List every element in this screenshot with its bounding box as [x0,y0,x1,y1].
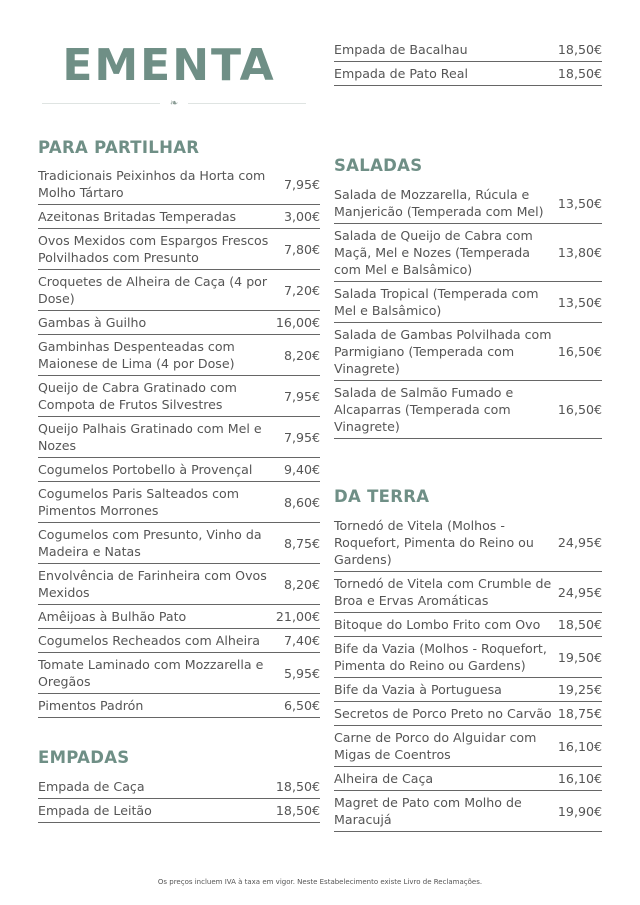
item-price: 5,95€ [283,665,320,681]
menu-item [38,799,320,823]
leaf-icon: ❧ [169,97,179,109]
menu-item [334,38,602,62]
item-price: 24,95€ [557,535,602,550]
item-name: Magret de Pato com Molho de Maracujá [334,795,522,827]
item-name: Gambas à Guilho [38,315,147,330]
menu-item [334,678,602,702]
menu-item [334,702,602,726]
footer-note: Os preços incluem IVA à taxa em vigor. Neste Estabelecimento existe Livro de Reclamações. [157,878,483,886]
item-name: Envolvência de Farinheira com Ovos Mexidos [38,568,267,600]
item-name: Alheira de Caça [334,771,434,786]
item-name: Empada de Leitão [38,803,152,818]
list-saladas [334,183,602,439]
item-name: Tornedó de Vitela com Crumble de Broa e Ervas Aromáticas [334,576,552,608]
item-name: Empada de Caça [38,779,145,794]
right-column [334,38,602,832]
item-price: 13,50€ [557,195,602,211]
menu-item [38,376,320,417]
menu-item [38,311,320,335]
menu-item [334,572,602,613]
list-partilhar [38,164,320,718]
list-empadas [38,775,320,823]
item-name: Salada de Queijo de Cabra com Maçã, Mel e Nozes (Temperada com Mel e Balsâmico) [334,228,533,277]
menu-item [334,381,602,439]
menu-item [38,605,320,629]
item-price: 7,40€ [283,633,320,648]
item-price: 8,20€ [283,347,320,363]
item-name: Queijo Palhais Gratinado com Mel e Nozes [38,421,262,453]
item-price: 8,75€ [283,535,320,551]
menu-item [38,164,320,205]
item-price: 18,50€ [275,779,320,794]
item-name: Ovos Mexidos com Espargos Frescos Polvilhados com Presunto [38,233,269,265]
menu-item [334,767,602,791]
menu-item [334,791,602,832]
menu-item [38,694,320,718]
item-name: Empada de Bacalhau [334,42,468,57]
item-price: 16,50€ [557,344,602,359]
item-price: 7,80€ [283,241,320,257]
item-name: Bife da Vazia (Molhos - Roquefort, Pimenta do Reino ou Gardens) [334,641,547,673]
item-price: 19,50€ [557,649,602,665]
item-price: 16,10€ [557,771,602,786]
item-name: Croquetes de Alheira de Caça (4 por Dose) [38,274,268,306]
item-name: Carne de Porco do Alguidar com Migas de Coentros [334,730,537,762]
item-price: 18,50€ [275,803,320,818]
item-name: Empada de Pato Real [334,66,468,81]
item-price: 13,50€ [557,294,602,310]
item-price: 16,10€ [557,738,602,754]
menu-title: EMENTA [62,40,276,91]
menu-item [334,514,602,572]
menu-item [38,335,320,376]
section-title-empadas: EMPADAS [38,748,130,767]
item-name: Gambinhas Despenteadas com Maionese de Lima (4 por Dose) [38,339,235,371]
menu-item [38,629,320,653]
menu-item [334,637,602,678]
item-name: Bitoque do Lombo Frito com Ovo [334,617,541,632]
item-price: 16,00€ [275,315,320,330]
item-price: 7,95€ [283,388,320,404]
list-empadas-continued [334,38,602,86]
item-price: 7,20€ [283,282,320,298]
menu-item [38,458,320,482]
menu-item [334,726,602,767]
item-name: Salada de Salmão Fumado e Alcaparras (Temperada com Vinagrete) [334,385,514,434]
section-title-saladas: SALADAS [334,156,423,175]
item-name: Cogumelos Recheados com Alheira [38,633,260,648]
item-price: 7,95€ [283,429,320,445]
item-name: Cogumelos Paris Salteados com Pimentos Morrones [38,486,240,518]
item-price: 3,00€ [283,209,320,224]
section-title-terra: DA TERRA [334,487,430,506]
menu-item [334,183,602,224]
item-price: 16,50€ [557,402,602,417]
item-name: Queijo de Cabra Gratinado com Compota de Frutos Silvestres [38,380,237,412]
item-name: Cogumelos com Presunto, Vinho da Madeira e Natas [38,527,262,559]
item-price: 6,50€ [283,698,320,713]
item-name: Salada Tropical (Temperada com Mel e Balsâmico) [334,286,539,318]
menu-item [38,229,320,270]
item-price: 18,50€ [557,66,602,81]
item-name: Tomate Laminado com Mozzarella e Oregãos [38,657,264,689]
menu-item [38,523,320,564]
left-column [38,0,320,823]
menu-item [38,653,320,694]
item-price: 19,25€ [557,682,602,697]
item-name: Bife da Vazia à Portuguesa [334,682,502,697]
item-price: 9,40€ [283,462,320,477]
item-price: 8,60€ [283,494,320,510]
item-price: 18,50€ [557,42,602,57]
item-price: 13,80€ [557,245,602,260]
item-name: Azeitonas Britadas Temperadas [38,209,237,224]
section-title-partilhar: PARA PARTILHAR [38,138,200,157]
menu-item [334,613,602,637]
item-price: 7,95€ [283,176,320,192]
menu-item [334,282,602,323]
item-name: Cogumelos Portobello à Provençal [38,462,253,477]
menu-item [38,482,320,523]
item-name: Secretos de Porco Preto no Carvão [334,706,552,721]
menu-item [38,564,320,605]
menu-item [38,775,320,799]
menu-item [38,205,320,229]
item-name: Tradicionais Peixinhos da Horta com Molho Tártaro [38,168,266,200]
item-price: 24,95€ [557,584,602,600]
item-price: 18,75€ [557,706,602,721]
item-name: Salada de Gambas Polvilhada com Parmigiano (Temperada com Vinagrete) [334,327,552,376]
menu-item [334,224,602,282]
item-name: Pimentos Padrón [38,698,144,713]
list-terra [334,514,602,832]
item-price: 18,50€ [557,617,602,632]
menu-item [334,323,602,381]
menu-item [38,417,320,458]
menu-item [38,270,320,311]
item-name: Amêijoas à Bulhão Pato [38,609,187,624]
item-name: Salada de Mozzarella, Rúcula e Manjericão (Temperada com Mel) [334,187,544,219]
item-price: 21,00€ [275,609,320,624]
item-name: Tornedó de Vitela (Molhos - Roquefort, Pimenta do Reino ou Gardens) [334,518,534,567]
item-price: 19,90€ [557,803,602,819]
item-price: 8,20€ [283,576,320,592]
menu-item [334,62,602,86]
